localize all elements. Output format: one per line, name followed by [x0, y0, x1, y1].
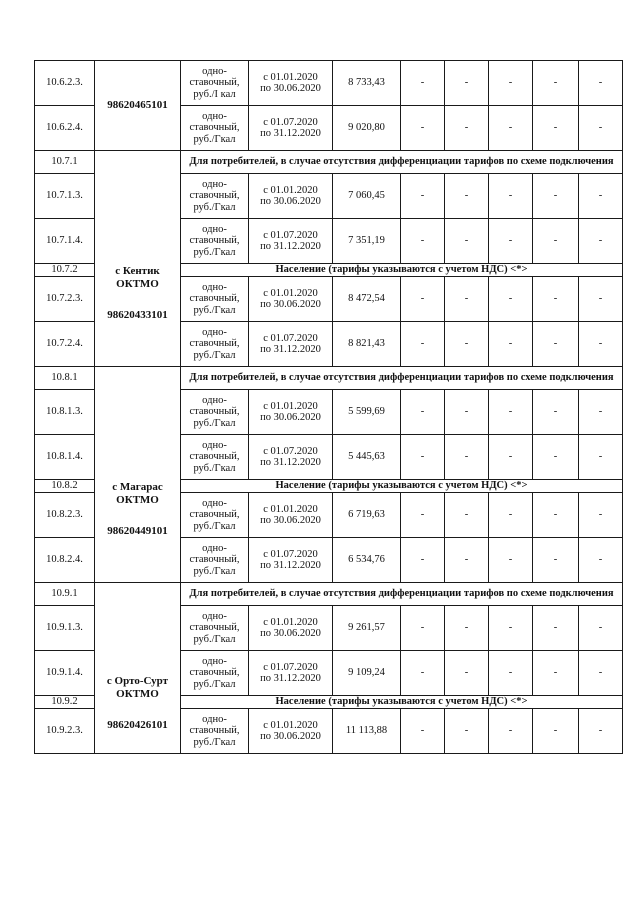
empty-dash: - [579, 493, 623, 538]
tariff-table [34, 60, 623, 754]
empty-dash: - [445, 390, 489, 435]
empty-dash: - [579, 174, 623, 219]
row-code: 10.7.1.4. [35, 219, 95, 264]
row-code: 10.8.1.4. [35, 435, 95, 480]
rate-type: одно- ставочный, руб./Гкал [181, 322, 249, 367]
empty-dash: - [533, 538, 579, 583]
empty-dash: - [489, 493, 533, 538]
empty-dash: - [533, 651, 579, 696]
empty-dash: - [489, 277, 533, 322]
empty-dash: - [445, 493, 489, 538]
settlement-info [96, 675, 179, 732]
section-header-row [35, 151, 623, 174]
empty-dash: - [489, 651, 533, 696]
section-title: Для потребителей, в случае отсутствия дифференциации тарифов по схеме подключения [181, 367, 623, 390]
empty-dash: - [579, 106, 623, 151]
empty-dash: - [445, 606, 489, 651]
period: с 01.01.2020 по 30.06.2020 [249, 709, 333, 754]
section-code: 10.8.1 [35, 367, 95, 390]
oktmo-code: 98620426101 [107, 718, 168, 731]
period: с 01.01.2020 по 30.06.2020 [249, 493, 333, 538]
empty-dash: - [533, 106, 579, 151]
section-code: 10.8.2 [35, 480, 95, 493]
empty-dash: - [445, 219, 489, 264]
empty-dash: - [489, 390, 533, 435]
empty-dash: - [445, 322, 489, 367]
empty-dash: - [579, 390, 623, 435]
empty-dash: - [401, 651, 445, 696]
section-code: 10.9.2 [35, 696, 95, 709]
empty-dash: - [445, 709, 489, 754]
period: с 01.07.2020 по 31.12.2020 [249, 435, 333, 480]
empty-dash: - [489, 322, 533, 367]
empty-dash: - [579, 606, 623, 651]
oktmo-code: 98620449101 [107, 525, 168, 537]
empty-dash: - [579, 277, 623, 322]
rate-type: одно- ставочный, руб./Гкал [181, 709, 249, 754]
section-title: Население (тарифы указываются с учетом НДС) <*> [181, 696, 623, 709]
section-code: 10.7.1 [35, 151, 95, 174]
rate-type: одно- ставочный, руб./Гкал [181, 390, 249, 435]
empty-dash: - [489, 106, 533, 151]
empty-dash: - [579, 61, 623, 106]
section-code: 10.9.1 [35, 583, 95, 606]
empty-dash: - [579, 538, 623, 583]
row-code: 10.6.2.4. [35, 106, 95, 151]
tariff-value: 6 719,63 [333, 493, 401, 538]
settlement-name: с Кентик [115, 265, 160, 277]
section-title: Для потребителей, в случае отсутствия дифференциации тарифов по схеме подключения [181, 151, 623, 174]
empty-dash: - [579, 651, 623, 696]
empty-dash: - [533, 61, 579, 106]
tariff-value: 8 733,43 [333, 61, 401, 106]
row-code: 10.9.2.3. [35, 709, 95, 754]
empty-dash: - [489, 606, 533, 651]
tariff-value: 8 472,54 [333, 277, 401, 322]
empty-dash: - [445, 277, 489, 322]
section-header-row [35, 583, 623, 606]
rate-type: одно- ставочный, руб./Гкал [181, 435, 249, 480]
row-code: 10.8.2.4. [35, 538, 95, 583]
rate-type: одно- ставочный, руб./Гкал [181, 219, 249, 264]
settlement-oktmo: 98620465101 [95, 61, 181, 151]
empty-dash: - [445, 174, 489, 219]
period: с 01.01.2020 по 30.06.2020 [249, 606, 333, 651]
period: с 01.07.2020 по 31.12.2020 [249, 538, 333, 583]
oktmo-label: ОКТМО [116, 278, 159, 290]
row-code: 10.7.1.3. [35, 174, 95, 219]
row-code: 10.8.2.3. [35, 493, 95, 538]
settlement-info [96, 481, 179, 538]
rate-type: одно- ставочный, руб./Гкал [181, 651, 249, 696]
settlement-cell [95, 367, 181, 583]
empty-dash: - [533, 390, 579, 435]
empty-dash: - [401, 219, 445, 264]
rate-type: одно- ставочный, руб./Гкал [181, 493, 249, 538]
empty-dash: - [489, 709, 533, 754]
rate-type: одно- ставочный, руб./Гкал [181, 174, 249, 219]
empty-dash: - [579, 219, 623, 264]
row-code: 10.9.1.3. [35, 606, 95, 651]
rate-type: одно- ставочный, руб./Гкал [181, 106, 249, 151]
section-header-row [35, 367, 623, 390]
empty-dash: - [445, 61, 489, 106]
empty-dash: - [445, 538, 489, 583]
empty-dash: - [533, 322, 579, 367]
empty-dash: - [401, 493, 445, 538]
empty-dash: - [579, 322, 623, 367]
empty-dash: - [401, 106, 445, 151]
period: с 01.01.2020 по 30.06.2020 [249, 277, 333, 322]
empty-dash: - [401, 174, 445, 219]
settlement-cell [95, 583, 181, 754]
row-code: 10.9.1.4. [35, 651, 95, 696]
empty-dash: - [533, 435, 579, 480]
empty-dash: - [533, 277, 579, 322]
rate-type: одно- ставочный, руб./I кал [181, 61, 249, 106]
settlement-cell [95, 151, 181, 367]
empty-dash: - [489, 538, 533, 583]
empty-dash: - [489, 61, 533, 106]
empty-dash: - [489, 435, 533, 480]
period: с 01.01.2020 по 30.06.2020 [249, 61, 333, 106]
empty-dash: - [533, 219, 579, 264]
row-code: 10.7.2.4. [35, 322, 95, 367]
settlement-name: с Орто-Сурт [106, 674, 169, 687]
period: с 01.07.2020 по 31.12.2020 [249, 219, 333, 264]
period: с 01.07.2020 по 31.12.2020 [249, 106, 333, 151]
tariff-value: 9 261,57 [333, 606, 401, 651]
settlement-name: с Магарас [112, 481, 163, 493]
empty-dash: - [445, 106, 489, 151]
empty-dash: - [401, 606, 445, 651]
empty-dash: - [533, 709, 579, 754]
tariff-value: 9 109,24 [333, 651, 401, 696]
empty-dash: - [401, 709, 445, 754]
empty-dash: - [579, 435, 623, 480]
rate-type: одно- ставочный, руб./Гкал [181, 277, 249, 322]
empty-dash: - [401, 435, 445, 480]
period: с 01.07.2020 по 31.12.2020 [249, 651, 333, 696]
period: с 01.01.2020 по 30.06.2020 [249, 390, 333, 435]
empty-dash: - [401, 390, 445, 435]
tariff-value: 9 020,80 [333, 106, 401, 151]
empty-dash: - [489, 174, 533, 219]
row-code: 10.6.2.3. [35, 61, 95, 106]
tariff-table-page [34, 60, 622, 754]
section-title: Население (тарифы указываются с учетом НДС) <*> [181, 480, 623, 493]
oktmo-label: ОКТМО [116, 494, 159, 506]
tariff-value: 11 113,88 [333, 709, 401, 754]
tariff-value: 7 060,45 [333, 174, 401, 219]
row-code: 10.7.2.3. [35, 277, 95, 322]
empty-dash: - [533, 606, 579, 651]
oktmo-code: 98620433101 [107, 309, 168, 321]
rate-type: одно- ставочный, руб./Гкал [181, 606, 249, 651]
period: с 01.07.2020 по 31.12.2020 [249, 322, 333, 367]
empty-dash: - [401, 538, 445, 583]
empty-dash: - [579, 709, 623, 754]
section-code: 10.7.2 [35, 264, 95, 277]
row-code: 10.8.1.3. [35, 390, 95, 435]
section-title: Население (тарифы указываются с учетом НДС) <*> [181, 264, 623, 277]
period: с 01.01.2020 по 30.06.2020 [249, 174, 333, 219]
tariff-value: 7 351,19 [333, 219, 401, 264]
empty-dash: - [533, 493, 579, 538]
empty-dash: - [401, 322, 445, 367]
tariff-value: 6 534,76 [333, 538, 401, 583]
section-title: Для потребителей, в случае отсутствия дифференциации тарифов по схеме подключения [181, 583, 623, 606]
empty-dash: - [401, 61, 445, 106]
rate-type: одно- ставочный, руб./Гкал [181, 538, 249, 583]
empty-dash: - [445, 651, 489, 696]
settlement-info [96, 265, 179, 322]
empty-dash: - [401, 277, 445, 322]
tariff-value: 5 599,69 [333, 390, 401, 435]
table-row [35, 61, 623, 106]
tariff-value: 8 821,43 [333, 322, 401, 367]
oktmo-label: ОКТМО [116, 687, 159, 700]
empty-dash: - [533, 174, 579, 219]
empty-dash: - [445, 435, 489, 480]
empty-dash: - [489, 219, 533, 264]
tariff-value: 5 445,63 [333, 435, 401, 480]
